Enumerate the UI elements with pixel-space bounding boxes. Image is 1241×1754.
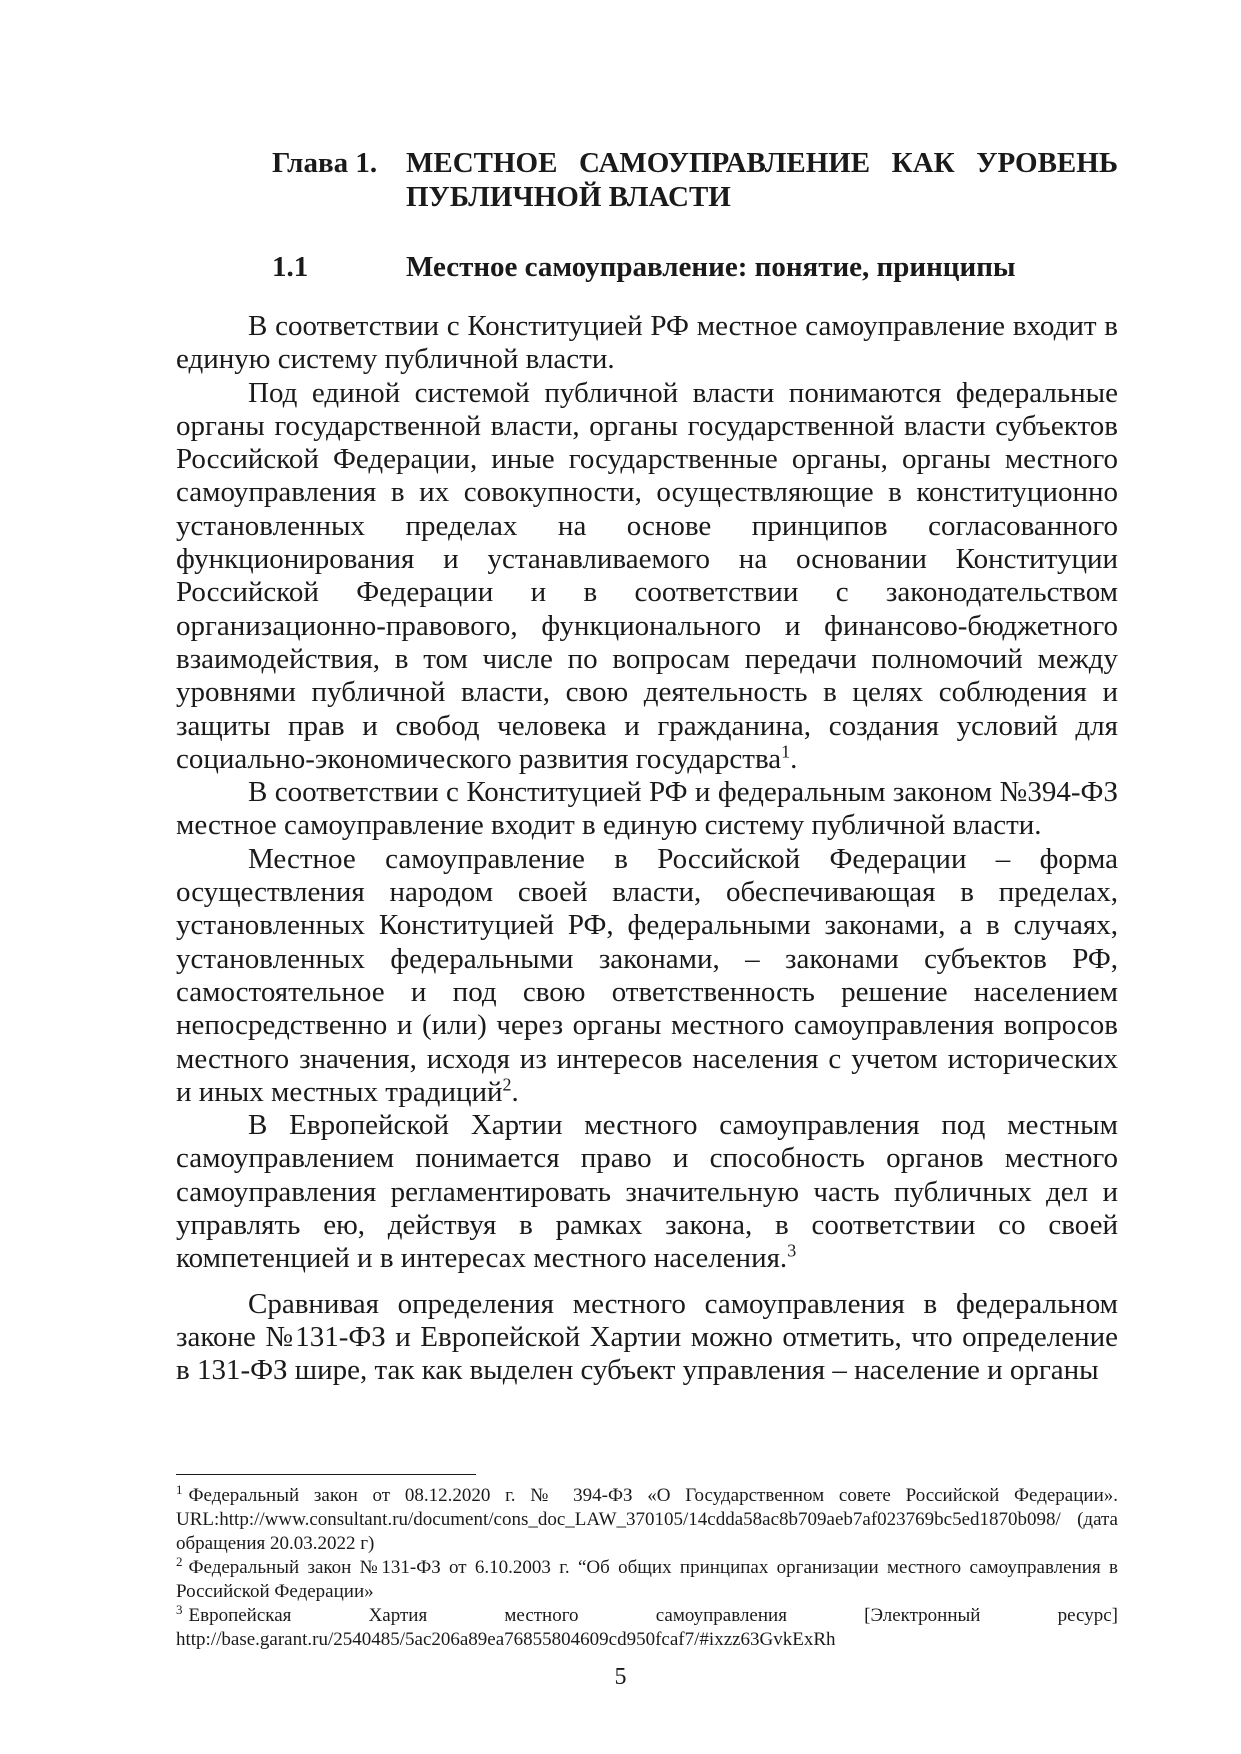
section-title: Местное самоуправление: понятие, принципы [406, 251, 1016, 283]
footnote-ref[interactable]: 1 [781, 741, 791, 762]
page-number: 5 [614, 1664, 627, 1690]
footnote-mark: 2 [176, 1553, 183, 1569]
paragraph: В соответствии с Конституцией РФ и федеральным законом №394-ФЗ местное самоуправление входит в единую систему публичной власти. [176, 776, 1118, 842]
footnote-mark: 1 [176, 1481, 183, 1497]
chapter-number: Глава 1. [272, 147, 378, 179]
paragraph: Под единой системой публичной власти понимаются федеральные органы государственной власти, органы государственной власти субъектов Российской Федерации, иные государственные органы, органы местного самоуправления в их совокупности, осуществляющие в конституционно установленных пределах на основе принципов согласованного функционирования и устанавливаемого на основании Конституции Российской Федерации и в соответствии с законодательством организационно-правового, функционального и финансово-бюджетного взаимодействия, в том числе по вопросам передачи полномочий между уровнями публичной власти, свою деятельность в целях соблюдения и защиты прав и свобод человека и гражданина, создания условий для социально-экономического развития государства$^1$. [176, 376, 1118, 775]
footnote: $^1$ Федеральный закон от 08.12.2020 г. № 394-ФЗ «О Государственном совете Российской Федерации». URL:http://www.consultant.ru/document/cons_doc_LAW_370105/14cdda58ac8b709aeb7af023769bc5ed1870b098/ (дата обращения 20.03.2022 г) [176, 1481, 1118, 1554]
body-text [176, 310, 1118, 1388]
chapter-heading [272, 146, 1118, 214]
paragraph: В Европейской Хартии местного самоуправления под местным самоуправлением понимается право и способность органов местного самоуправления регламентировать значительную часть публичных дел и управлять ею, действуя в рамках закона, в соответствии со своей компетенцией и в интересах местного населения.$^3$ [176, 1109, 1118, 1275]
paragraph: Сравнивая определения местного самоуправления в федеральном законе №131-ФЗ и Европейской Хартии можно отметить, что определение в 131-ФЗ шире, так как выделен субъект управления – население и органы [176, 1287, 1118, 1387]
footnote-ref[interactable]: 3 [787, 1240, 797, 1261]
paragraph: Местное самоуправление в Российской Федерации – форма осуществления народом своей власти, обеспечивающая в пределах, установленных Конституцией РФ, федеральными законами, а в случаях, установленных федеральными законами, – законами субъектов РФ, самостоятельное и под свою ответственность решение населением непосредственно и (или) через органы местного самоуправления вопросов местного значения, исходя из интересов населения с учетом исторических и иных местных традиций$^2$. [176, 842, 1118, 1108]
footnote-mark: 3 [176, 1601, 183, 1617]
footnote: $^3$ Европейская Хартия местного самоуправления [Электронный ресурс] http://base.garant.ru/2540485/5ac206a89ea76855804609cd950fcaf7/#ixzz63GvkExRh [176, 1601, 1118, 1650]
footnote-ref[interactable]: 2 [502, 1074, 512, 1095]
footnote-separator [176, 1474, 476, 1475]
paragraph: В соответствии с Конституцией РФ местное самоуправление входит в единую систему публичной власти. [176, 310, 1118, 376]
section-number: 1.1 [272, 251, 309, 283]
footnotes [176, 1481, 1118, 1652]
footnote: $^2$ Федеральный закон №131-ФЗ от 6.10.2003 г. “Об общих принципах организации местного самоуправления в Российской Федерации» [176, 1553, 1118, 1602]
section-heading [272, 250, 1118, 284]
chapter-title: МЕСТНОЕ САМОУПРАВЛЕНИЕ КАК УРОВЕНЬ ПУБЛИЧНОЙ ВЛАСТИ [406, 147, 1118, 213]
